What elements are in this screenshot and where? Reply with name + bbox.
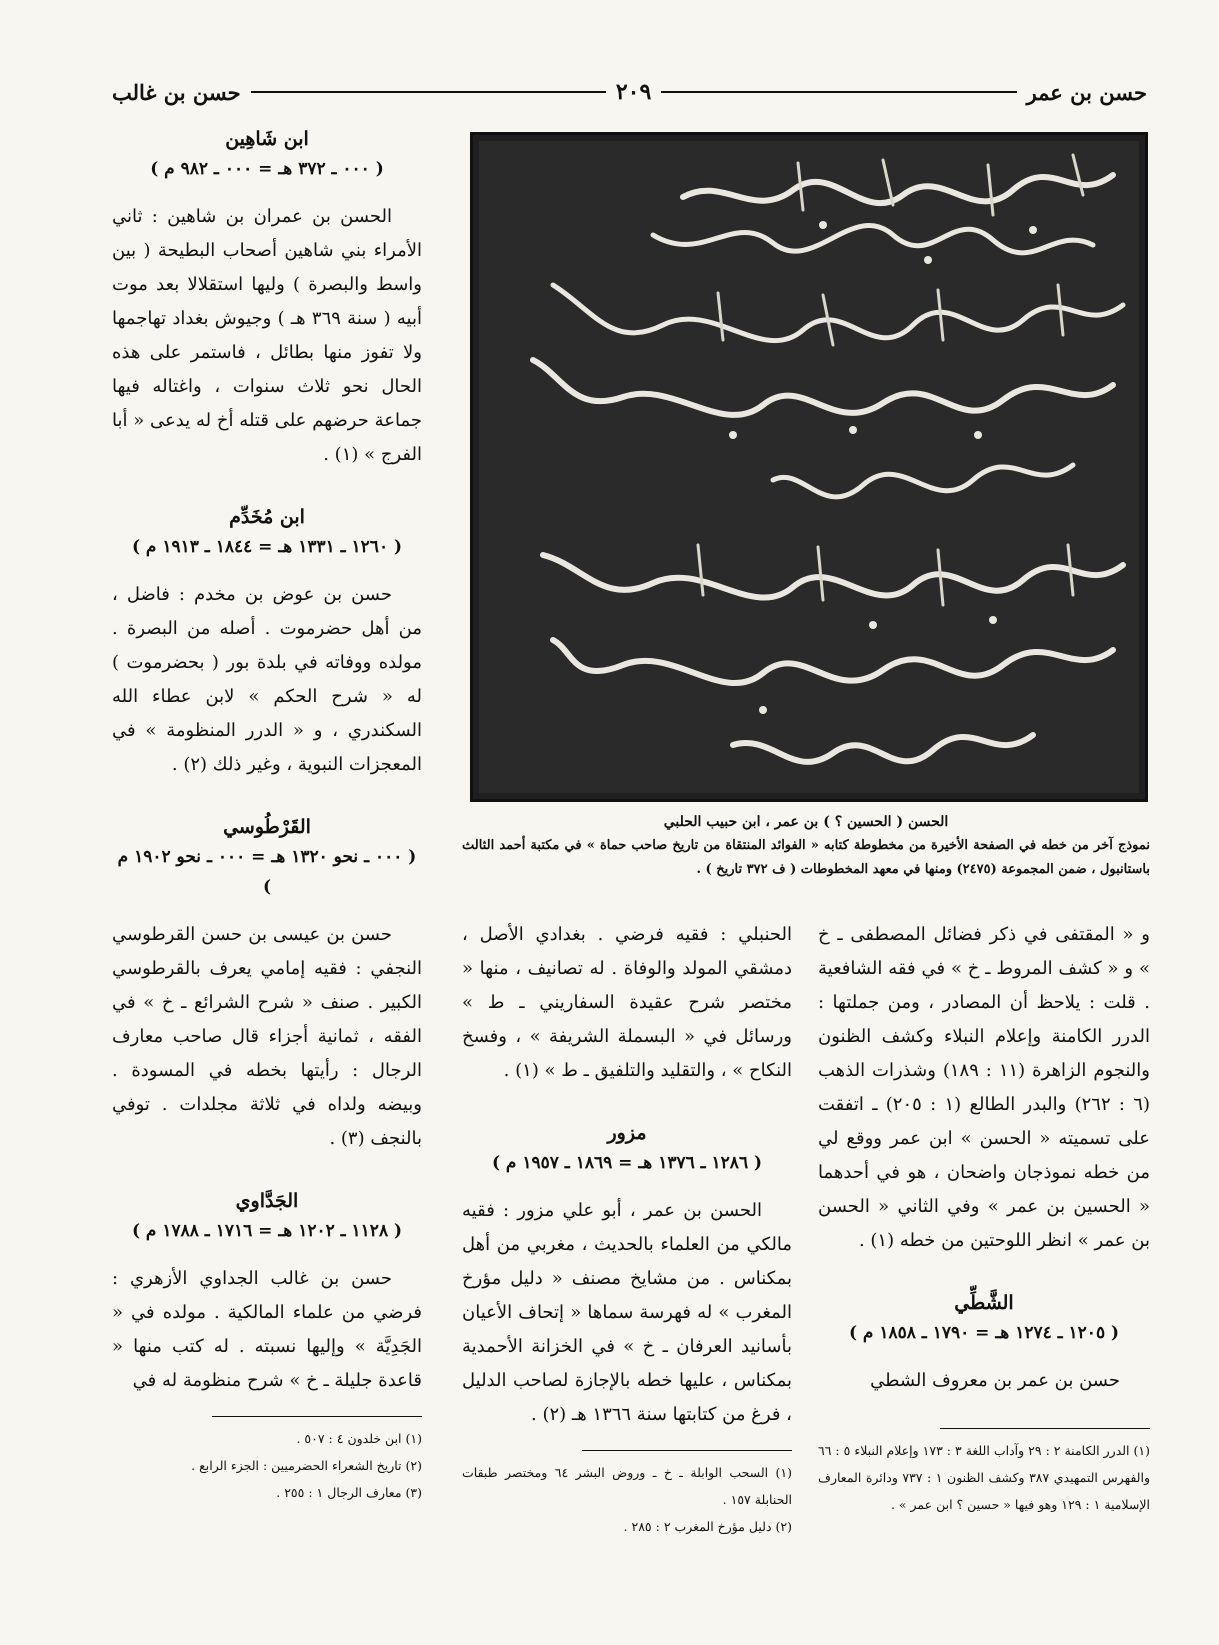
header-rule-right bbox=[661, 91, 1016, 93]
footnote-rule bbox=[212, 1416, 422, 1417]
entry-text: حسن بن عمر بن معروف الشطي bbox=[870, 1370, 1120, 1391]
footnote-rule bbox=[940, 1428, 1150, 1429]
column-left bbox=[112, 118, 422, 1506]
entry-text: الحسن بن عمران بن شاهين : ثاني الأمراء بني شاهين أصحاب البطيحة ( بين واسط والبصرة ) وليها استقلالا بعد موت أبيه ( سنة ٣٦٩ هـ ) وجيوش بغداد تهاجمها ولا تفوز منها بطائل ، فاستمر على هذه الحال نحو ثلاث سنوات ، واغتاله فيها جماعة حرضهم على قتله أخ له يدعى « أبا الفرج » (١) . bbox=[112, 206, 422, 465]
entry-text: حسن بن عوض بن مخدم : فاضل ، من أهل حضرموت . أصله من البصرة . مولده ووفاته في بلدة بور ( بحضرموت ) له « شرح الحكم » لابن عطاء الله السكندري ، و « الدرر المنظومة » في المعجزات النبوية ، وغير ذلك (٢) . bbox=[112, 584, 422, 775]
column-right bbox=[818, 918, 1150, 1518]
entry-dates: ( ١٢٠٥ ـ ١٢٧٤ هـ = ١٧٩٠ ـ ١٨٥٨ م ) bbox=[848, 1323, 1120, 1343]
entry-text: حسن بن غالب الجداوي الأزهري : فرضي من علماء المالكية . مولده في « الجَدِيَّة » وإليها نسبته . له كتب منها « قاعدة جليلة ـ خ » شرح منظومة له في bbox=[112, 1268, 422, 1391]
footnote: (٢) دليل مؤرخ المغرب ٢ : ٢٨٥ . bbox=[623, 1519, 792, 1534]
header-rule-left bbox=[251, 91, 606, 93]
footnote: (٢) تاريخ الشعراء الحضرميين : الجزء الرابع . bbox=[191, 1458, 422, 1473]
entry-name: ابن مُخَدِّم bbox=[229, 506, 305, 528]
entry-dates: ( ٠٠٠ ـ ٣٧٢ هـ = ٠٠٠ ـ ٩٨٢ م ) bbox=[150, 159, 384, 179]
footnote: (١) ابن خلدون ٤ : ٥٠٧ . bbox=[296, 1431, 422, 1446]
entry-name: القَرْطُوسي bbox=[223, 816, 311, 838]
footnote: (٣) معارف الرجال ١ : ٢٥٥ . bbox=[276, 1485, 422, 1500]
entry-name: مزور bbox=[607, 1122, 647, 1144]
manuscript-handwriting-image bbox=[473, 135, 1145, 799]
column-middle bbox=[462, 918, 792, 1540]
entry-dates: ( ١٢٦٠ ـ ١٣٣١ هـ = ١٨٤٤ ـ ١٩١٣ م ) bbox=[131, 537, 403, 557]
header-right-title: حسن بن عمر bbox=[1026, 79, 1147, 105]
page-number: ٢٠٩ bbox=[615, 79, 652, 105]
entry-name: ابن شَاهِين bbox=[225, 128, 309, 150]
running-header bbox=[112, 72, 1147, 112]
footnote: (١) الدرر الكامنة ٢ : ٢٩ وآداب اللغة ٣ : ١٧٣ وإعلام النبلاء ٥ : ٦٦ والفهرس التمهيدي ٣٨٧ وكشف الظنون ١ : ٧٣٧ ودائرة المعارف الإسلامية ١ : ١٢٩ وهو فيها « حسين ؟ ابن عمر » . bbox=[818, 1443, 1151, 1512]
continuation-text: و « المقتفى في ذكر فضائل المصطفى ـ خ » و « كشف المروط ـ خ » في فقه الشافعية . قلت : يلاحظ أن المصادر ، ومن جملتها : الدرر الكامنة وإعلام النبلاء وكشف الظنون والنجوم الزاهرة (١١ : ١٨٩) وشذرات الذهب (٦ : ٢٦٢) والبدر الطالع (١ : ٢٠٥) ـ اتفقت على تسميته « الحسن » ابن عمر ووقع لي من خطه نموذجان واضحان ، هو في أحدهما « الحسين بن عمر » وفي الثاني « الحسن بن عمر » انظر اللوحتين من خطه (١) . bbox=[818, 924, 1150, 1251]
footnote: (١) السحب الوابلة ـ خ ـ وروض البشر ٦٤ ومختصر طبقات الحنابلة ١٥٧ . bbox=[462, 1465, 792, 1507]
plate-caption-title: الحسن ( الحسين ؟ ) بن عمر ، ابن حبيب الحلبي bbox=[663, 814, 949, 830]
entry-name: الشَّطِّي bbox=[954, 1292, 1014, 1314]
entry-dates: ( ٠٠٠ ـ نحو ١٣٢٠ هـ = ٠٠٠ ـ نحو ١٩٠٢ م ) bbox=[117, 847, 417, 897]
continuation-text: الحنبلي : فقيه فرضي . بغدادي الأصل ، دمشقي المولد والوفاة . له تصانيف ، منها « مختصر شرح عقيدة السفاريني ـ ط » ورسائل في « البسملة الشريفة » ، وفسخ النكاح » ، والتقليد والتلفيق ـ ط » (١) . bbox=[462, 924, 792, 1081]
entry-text: الحسن بن عمر ، أبو علي مزور : فقيه مالكي من العلماء بالحديث ، مغربي من أهل بمكناس . من مشايخ مصنف « دليل مؤرخ المغرب » له فهرسة سماها « إتحاف الأعيان بأسانيد العرفان ـ خ » في الخزانة الأحمدية بمكناس ، عليها خطه بالإجازة لصاحب الدليل ، فرغ من كتابتها سنة ١٣٦٦ هـ (٢) . bbox=[462, 1200, 792, 1425]
entry-name: الجَدَّاوي bbox=[235, 1190, 299, 1212]
plate-caption bbox=[462, 810, 1150, 882]
header-left-title: حسن بن غالب bbox=[112, 79, 241, 105]
footnote-rule bbox=[582, 1450, 792, 1451]
plate-caption-text: نموذج آخر من خطه في الصفحة الأخيرة من مخطوطة كتابه « الفوائد المنتقاة من تاريخ صاحب حماة » في مكتبة أحمد الثالث باستانبول ، ضمن المجموعة (٢٤٧٥) ومنها في معهد المخطوطات ( ف ٣٧٢ تاريخ ) . bbox=[462, 838, 1150, 877]
entry-text: حسن بن عيسى بن حسن القرطوسي النجفي : فقيه إمامي يعرف بالقرطوسي الكبير . صنف « شرح الشرائع ـ خ » في الفقه ، ثمانية أجزاء قال صاحب معارف الرجال : رأيتها بخطه في المسودة . وبيضه ولداه في ثلاثة مجلدات . توفي بالنجف (٣) . bbox=[112, 924, 422, 1149]
manuscript-plate bbox=[470, 132, 1148, 802]
entry-dates: ( ١١٢٨ ـ ١٢٠٢ هـ = ١٧١٦ ـ ١٧٨٨ م ) bbox=[131, 1221, 403, 1241]
entry-dates: ( ١٢٨٦ ـ ١٣٧٦ هـ = ١٨٦٩ ـ ١٩٥٧ م ) bbox=[491, 1153, 763, 1173]
